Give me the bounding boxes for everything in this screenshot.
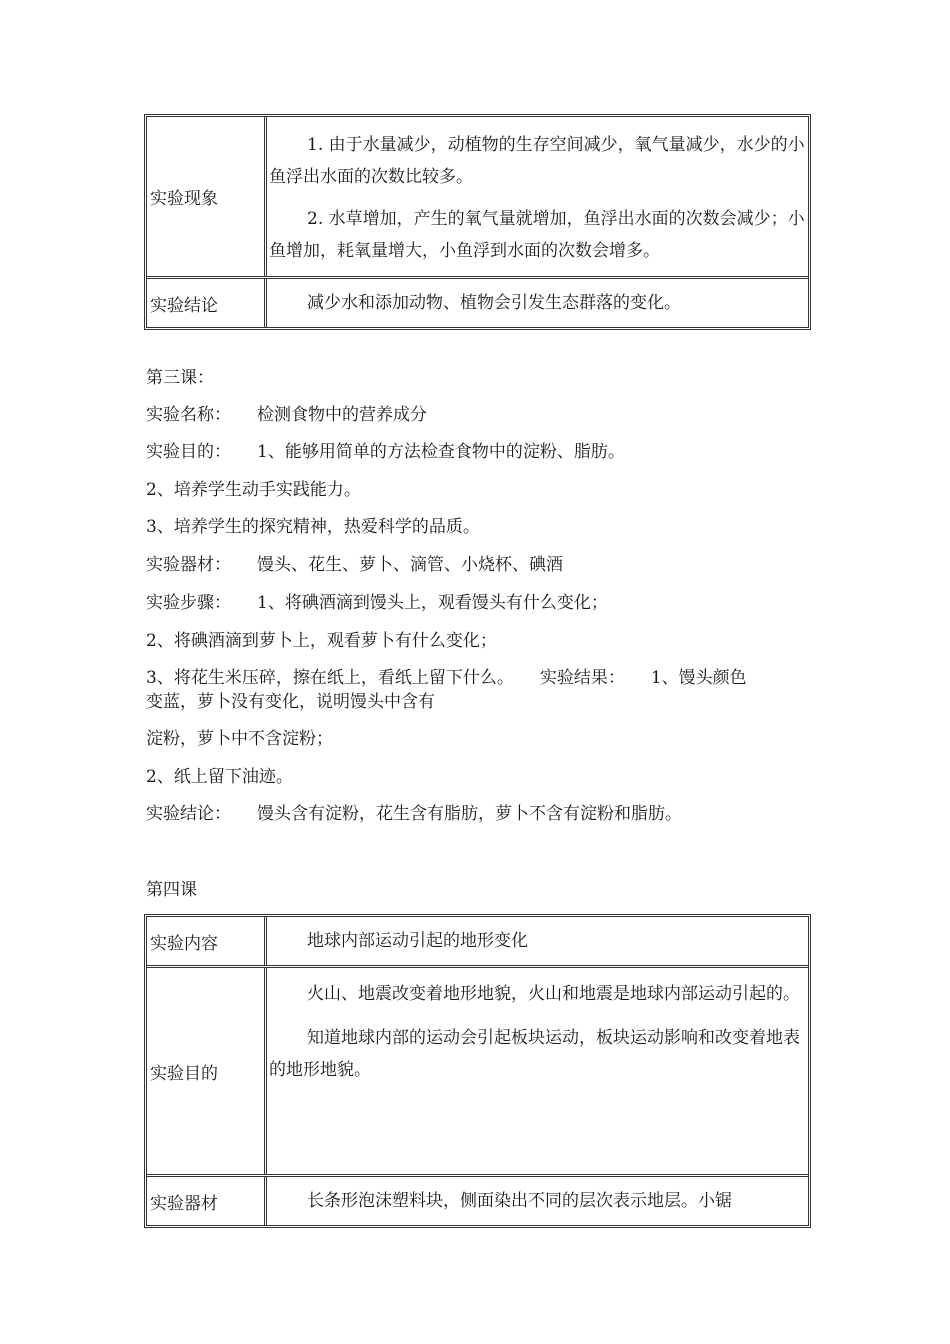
purpose-label: 实验目的：	[146, 442, 231, 462]
steps-line	[146, 591, 806, 615]
phenomenon-label: 实验现象	[147, 117, 267, 276]
materials-value: 馒头、花生、萝卜、滴管、小烧杯、碘酒	[257, 555, 563, 575]
lesson3-conclusion-label: 实验结论：	[146, 804, 231, 824]
phenomenon-row	[147, 117, 808, 279]
materials-label: 实验器材：	[146, 555, 231, 575]
lesson4-table	[144, 914, 811, 1228]
lesson3-conclusion-line	[146, 802, 806, 826]
result-2: 2、纸上留下油迹。	[146, 767, 293, 787]
lesson3-heading: 第三课：	[146, 368, 214, 388]
phenomenon-table	[144, 114, 811, 330]
phenomenon-paragraph-2: 2. 水草增加，产生的氧气量就增加，鱼浮出水面的次数会减少；小鱼增加，耗氧量增大，小鱼浮到水面的次数会增多。	[269, 209, 805, 261]
purpose-item-1: 1、能够用简单的方法检查食物中的淀粉、脂肪。	[257, 442, 625, 462]
result-label: 实验结果：	[539, 668, 625, 688]
conclusion-label: 实验结论	[147, 279, 267, 327]
lesson4-heading: 第四课	[146, 880, 197, 900]
lesson3-conclusion-value: 馒头含有淀粉，花生含有脂肪，萝卜不含有淀粉和脂肪。	[257, 804, 682, 824]
result-1b: 淀粉，萝卜中不含淀粉；	[146, 729, 333, 749]
content-value: 地球内部运动引起的地形变化	[307, 931, 528, 951]
step-2: 2、将碘酒滴到萝卜上，观看萝卜有什么变化；	[146, 631, 497, 651]
purpose-line	[146, 440, 806, 464]
experiment-name-line	[146, 403, 806, 427]
step-3-result-line	[146, 666, 806, 690]
purpose-item-3: 3、培养学生的探究精神，热爱科学的品质。	[146, 517, 480, 537]
conclusion-text: 减少水和添加动物、植物会引发生态群落的变化。	[307, 293, 681, 313]
experiment-name-label: 实验名称：	[146, 405, 231, 425]
result-1a-cont: 变蓝，萝卜没有变化，说明馒头中含有	[146, 692, 435, 712]
content-row	[147, 917, 808, 968]
experiment-name-value: 检测食物中的营养成分	[257, 405, 427, 425]
phenomenon-paragraph-1: 1. 由于水量减少，动植物的生存空间减少，氧气量减少，水少的小鱼浮出水面的次数比较多。	[269, 135, 805, 187]
step-3: 3、将花生米压碎，擦在纸上，看纸上留下什么。	[146, 668, 514, 688]
materials-line	[146, 553, 806, 577]
purpose-row	[147, 968, 808, 1177]
purpose-item-2: 2、培养学生动手实践能力。	[146, 480, 361, 500]
conclusion-row	[147, 279, 808, 327]
lesson4-purpose-label: 实验目的	[147, 968, 267, 1174]
materials-row	[147, 1177, 808, 1225]
result-1a-first: 1、馒头颜色	[650, 668, 747, 688]
step-1: 1、将碘酒滴到馒头上，观看馒头有什么变化；	[257, 593, 608, 613]
content-label: 实验内容	[147, 917, 267, 965]
steps-label: 实验步骤：	[146, 593, 231, 613]
lesson4-materials-label: 实验器材	[147, 1177, 267, 1225]
lesson4-materials-value: 长条形泡沫塑料块，侧面染出不同的层次表示地层。小锯	[307, 1191, 732, 1211]
lesson4-purpose-paragraph-2: 知道地球内部的运动会引起板块运动，板块运动影响和改变着地表的地形地貌。	[269, 1028, 800, 1080]
lesson4-purpose-paragraph-1: 火山、地震改变着地形地貌，火山和地震是地球内部运动引起的。	[307, 984, 800, 1004]
